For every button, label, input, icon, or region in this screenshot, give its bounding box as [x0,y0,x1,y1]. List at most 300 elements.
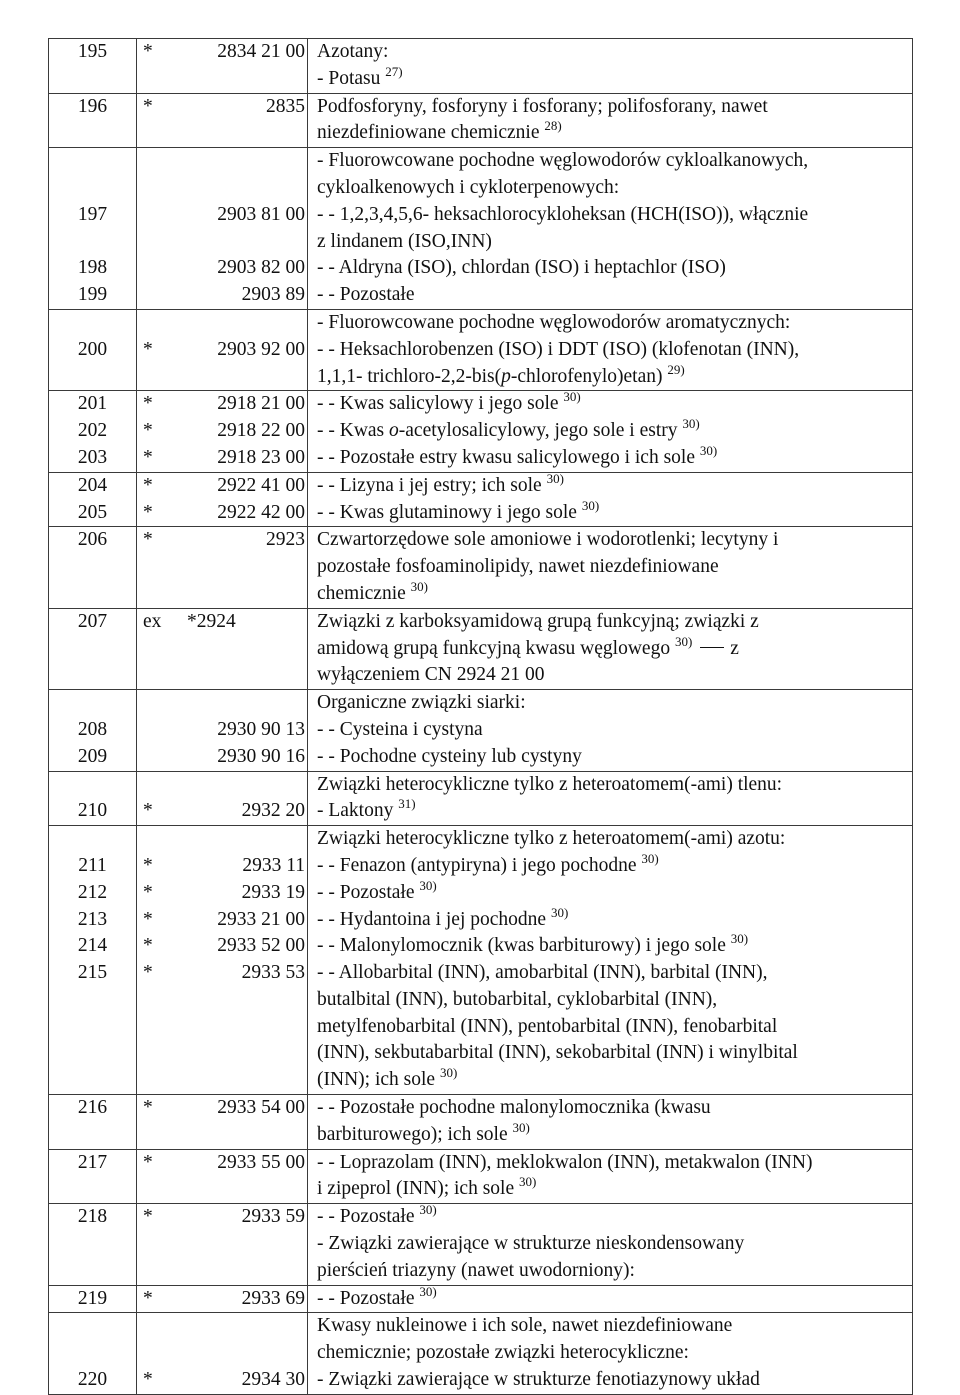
cn-code-cell [137,93,308,148]
code-asterisk: * [143,1369,153,1391]
table-row [49,1313,913,1394]
cn-code-line [143,772,307,799]
description-text: pozostałe fosfoaminolipidy, nawet niezdefiniowane [317,556,719,578]
description-text: chemicznie [317,582,411,604]
table-row [49,690,913,771]
cn-code-line [143,175,307,202]
description-text: Związki z karboksyamidową grupą funkcyjną; związki z [317,610,759,632]
description-line [317,337,908,364]
description-line [317,1340,908,1367]
table-row [49,148,913,310]
table-row [49,1204,913,1285]
code-asterisk: * [143,474,153,496]
cn-code-line [143,418,307,445]
cn-code-cell [137,771,308,826]
description-text: - - Pozostałe estry kwasu salicylowego i ich sole [317,446,700,468]
cn-code: 2923 [266,529,305,551]
entry-number: 196 [77,95,108,117]
description-text: pierścień triazyny (nawet uwodorniony): [317,1259,635,1281]
cn-code-line [143,66,307,93]
tariff-table [48,38,913,1395]
entry-number: 200 [77,338,108,360]
description-text: Podfosforyny, fosforyny i fosforany; polifosforany, nawet [317,95,768,117]
description-line [317,1313,908,1340]
description-line [317,960,908,987]
description-cell [308,1149,913,1204]
entry-number [49,148,136,175]
description-cell [308,391,913,472]
entry-number [49,1040,136,1067]
cn-code-line [143,527,307,554]
cn-code-cell [137,527,308,608]
footnote-ref: 30) [699,442,718,458]
code-asterisk: * [143,446,153,468]
description-text: -chlorofenylo)etan) [510,365,668,387]
description-line [317,229,908,256]
entry-number [49,1176,136,1203]
cn-code: 2835 [266,95,305,117]
entry-number: 201 [77,393,108,415]
table-body [49,39,913,1395]
description-text: - Związki zawierające w strukturze nieskondensowany [317,1233,745,1255]
cn-code-line [143,1122,307,1149]
entry-number: 217 [77,1151,108,1173]
description-line [317,310,908,337]
entry-number-cell [49,527,137,608]
cn-code-cell [137,690,308,771]
description-line [317,662,908,689]
cn-code-line [143,907,307,934]
entry-number-cell [49,1313,137,1394]
description-text: (INN); ich sole [317,1069,440,1091]
cn-code: 2932 20 [241,800,305,822]
entry-number [49,826,136,853]
entry-number-cell [49,1095,137,1150]
description-cell [308,826,913,1095]
description-line [317,850,908,880]
cn-code: 2933 59 [241,1206,305,1228]
description-line [317,877,908,907]
cn-code-line [143,1095,307,1122]
cn-code-line [143,310,307,337]
cn-code-line [143,364,307,391]
entry-number: 203 [77,446,108,468]
cn-code-line [143,609,307,636]
entry-number: 212 [77,881,108,903]
description-cell [308,1285,913,1313]
footnote-ref: 30) [546,470,564,486]
cn-code-cell [137,608,308,689]
cn-code-line [143,94,307,121]
description-cell [308,690,913,771]
cn-code: 2933 11 [242,854,305,876]
entry-number: 218 [77,1206,108,1228]
description-text: z [730,637,739,659]
entry-number-cell [49,771,137,826]
cn-code-line [143,933,307,960]
entry-number-cell [49,148,137,310]
entry-number [49,310,136,337]
cn-code: 2922 41 00 [217,474,305,496]
table-row [49,391,913,472]
table-row [49,472,913,527]
entry-number: 195 [77,41,108,62]
entry-number [49,1258,136,1285]
entry-number [49,662,136,689]
entry-number [49,554,136,581]
entry-number [49,364,136,391]
italic-text: p [501,365,511,387]
cn-code: 2933 19 [241,881,305,903]
description-line [317,39,908,66]
description-line [317,470,908,500]
cn-code-line [143,1231,307,1258]
description-text: barbiturowego); ich sole [317,1123,513,1145]
cn-code-line [143,148,307,175]
cn-code-line [143,744,307,771]
description-text: - - Heksachlorobenzen (ISO) i DDT (ISO) (klofenotan (INN), [317,338,800,360]
description-line [317,609,908,636]
entry-number [49,1014,136,1041]
description-cell [308,39,913,94]
description-line [317,1040,908,1067]
code-asterisk: * [143,95,153,117]
description-text: - - Malonylomocznik (kwas barbiturowy) i jego sole [317,935,731,957]
description-text: - - Pozostałe [317,1287,420,1309]
cn-code-line [143,798,307,825]
table-row [49,309,913,390]
entry-number: 219 [77,1287,108,1309]
cn-code: 2930 90 13 [217,718,305,740]
description-line [317,1119,908,1149]
entry-number: 199 [77,284,108,306]
cn-code-cell [137,472,308,527]
footnote-ref: 31) [398,796,416,812]
cn-code-line [143,337,307,364]
cn-code-line [143,960,307,987]
description-text: Związki heterocykliczne tylko z heteroatomem(-ami) tlenu: [317,773,783,795]
description-text: amidową grupą funkcyjną kwasu węglowego [317,637,675,659]
code-asterisk: * [143,908,153,930]
description-cell [308,771,913,826]
entry-number [49,120,136,147]
code-asterisk: * [143,529,153,551]
cn-code-line [143,1286,307,1313]
cn-code-line [143,1204,307,1231]
entry-number: 215 [77,962,108,984]
cn-code-line [143,853,307,880]
description-text: cykloalkenowych i cykloterpenowych: [317,176,620,198]
cn-code: 2933 55 00 [217,1151,305,1173]
description-text: chemicznie; pozostałe związki heterocykliczne: [317,1342,689,1364]
description-text: Kwasy nukleinowe i ich sole, nawet niezdefiniowane [317,1315,733,1337]
description-line [317,1014,908,1041]
cn-code: 2918 21 00 [217,393,305,415]
italic-text: o [389,420,399,442]
description-text: - Fluorowcowane pochodne węglowodorów cykloalkanowych, [317,150,809,172]
entry-number-cell [49,1285,137,1313]
entry-number: 197 [77,203,108,225]
cn-code-line [143,202,307,229]
footnote-ref: 30) [563,389,581,405]
description-cell [308,309,913,390]
description-text: - - Loprazolam (INN), meklokwalon (INN), metakwalon (INN) [317,1151,813,1173]
table-row [49,39,913,94]
code-asterisk: * [143,1151,153,1173]
entry-number-cell [49,1204,137,1285]
description-line [317,391,908,418]
cn-code-line [143,581,307,608]
description-line [317,933,908,960]
description-line [317,1258,908,1285]
cn-code: 2903 89 [241,284,305,306]
entry-number: 210 [77,800,108,822]
cn-code-line [143,880,307,907]
ex-marker: ex [143,610,162,632]
footnote-ref: 30) [512,1119,530,1135]
description-text: - - Cysteina i cystyna [317,718,483,740]
cn-code-line [143,636,307,663]
description-line [317,63,908,93]
description-line [317,418,908,445]
cn-code-line [143,445,307,472]
entry-number [49,772,136,799]
footnote-ref: 30) [419,1202,437,1218]
code-asterisk: * [187,610,197,632]
footnote-ref: 27) [385,63,403,79]
cn-code-line [143,554,307,581]
description-text: Azotany: [317,41,389,62]
description-line [317,1367,908,1394]
code-asterisk: * [143,881,153,903]
description-line [317,255,908,282]
description-text: niezdefiniowane chemicznie [317,122,545,144]
description-text: - - Lizyna i jej estry; ich sole [317,474,547,496]
cn-code: 2918 23 00 [217,446,305,468]
table-row [49,93,913,148]
description-line [317,1095,908,1122]
cn-code-line [143,1367,307,1394]
cn-code-line [143,1313,307,1340]
entry-number [49,66,136,93]
entry-number [49,1122,136,1149]
table-row [49,1285,913,1313]
code-asterisk: * [143,41,153,62]
entry-number-cell [49,39,137,94]
entry-number [49,636,136,663]
cn-code-line [143,1067,307,1094]
description-text: - - Pozostałe pochodne malonylomocznika (kwasu [317,1097,711,1119]
table-row [49,527,913,608]
footnote-ref: 30) [518,1174,537,1190]
entry-number [49,987,136,1014]
entry-number: 209 [77,745,108,767]
code-asterisk: * [143,962,153,984]
description-text: - Laktony [317,800,399,822]
cn-code: 2934 30 [241,1369,305,1391]
description-line [317,1150,908,1177]
cn-code-line [143,39,307,66]
cn-code-line [143,1258,307,1285]
description-cell [308,93,913,148]
description-text: - Fluorowcowane pochodne węglowodorów aromatycznych: [317,311,791,333]
entry-number: 206 [77,529,108,551]
description-text: i zipeprol (INN); ich sole [317,1178,519,1200]
description-text: - - 1,2,3,4,5,6- heksachlorocykloheksan (HCH(ISO)), włącznie [317,203,809,225]
entry-number: 205 [77,501,108,523]
description-text: - Potasu [317,67,386,89]
description-line [317,904,908,934]
entry-number: 213 [77,908,108,930]
description-line [317,826,908,853]
cn-code-line [143,1340,307,1367]
description-text: - - Kwas salicylowy i jego sole [317,393,564,415]
description-text: metylfenobarbital (INN), pentobarbital (INN), fenobarbital [317,1015,778,1037]
entry-number: 198 [77,257,108,279]
cn-code: 2903 81 00 [217,203,305,225]
description-line [317,798,908,825]
table-row [49,608,913,689]
cn-code-line [143,500,307,527]
entry-number-cell [49,309,137,390]
description-line [317,442,908,472]
description-line [317,1067,908,1094]
entry-number-cell [49,391,137,472]
description-line [317,1204,908,1231]
description-cell [308,527,913,608]
entry-number-cell [49,826,137,1095]
footnote-ref: 28) [544,118,562,134]
cn-code-line [143,473,307,500]
description-line [317,202,908,229]
entry-number: 214 [77,935,108,957]
entry-number: 216 [77,1097,108,1119]
entry-number-cell [49,472,137,527]
cn-code: 2834 21 00 [217,41,305,62]
description-line [317,1231,908,1258]
cn-code-line [143,255,307,282]
cn-code: 2933 54 00 [217,1097,305,1119]
table-row [49,826,913,1095]
description-text: - - Kwas [317,420,390,442]
code-asterisk: * [143,1097,153,1119]
footnote-ref: 30) [419,1283,437,1299]
description-text: - - Pozostałe [317,881,420,903]
description-line [317,148,908,175]
description-line [317,527,908,554]
description-line [317,1283,908,1313]
entry-number [49,1231,136,1258]
description-line [317,578,908,608]
table-row [49,1149,913,1204]
cn-code: 2903 82 00 [217,257,305,279]
description-cell [308,1095,913,1150]
description-text: - - Fenazon (antypiryna) i jego pochodne [317,854,642,876]
code-asterisk: * [143,338,153,360]
code-asterisk: * [143,800,153,822]
cn-code-line [143,1176,307,1203]
code-asterisk: * [143,420,153,442]
entry-number: 202 [77,420,108,442]
description-cell [308,148,913,310]
description-text: wyłączeniem CN 2924 21 00 [317,664,545,686]
code-asterisk: * [143,935,153,957]
footnote-ref: 30) [410,578,428,594]
entry-number [49,1340,136,1367]
cn-code-cell [137,1313,308,1394]
table-row [49,1095,913,1150]
description-line [317,690,908,717]
description-line [317,175,908,202]
description-line [317,554,908,581]
entry-number [49,1067,136,1094]
footnote-ref: 30) [581,497,600,513]
code-asterisk: * [143,393,153,415]
description-text: butalbital (INN), butobarbital, cyklobarbital (INN), [317,988,718,1010]
description-text: - Związki zawierające w strukturze fenotiazynowy układ [317,1369,760,1391]
footnote-ref: 30) [550,904,569,920]
cn-code-line [143,717,307,744]
cn-code-line [143,282,307,309]
description-text: z lindanem (ISO,INN) [317,230,492,252]
description-cell [308,1204,913,1285]
description-line [317,361,908,391]
description-text: Organiczne związki siarki: [317,692,526,714]
table-row [49,771,913,826]
description-line [317,633,908,663]
description-text: - - Kwas glutaminowy i jego sole [317,501,582,523]
description-text: - - Pochodne cysteiny lub cystyny [317,745,582,767]
description-line [317,282,908,309]
entry-number-cell [49,690,137,771]
entry-number-cell [49,608,137,689]
cn-code-cell [137,1204,308,1285]
cn-code-line [143,1014,307,1041]
cn-code-cell [137,148,308,310]
description-line [317,717,908,744]
strike-line [700,647,724,648]
cn-code-cell [137,826,308,1095]
description-cell [308,1313,913,1394]
cn-code-line [143,826,307,853]
description-line [317,744,908,771]
description-text: -acetylosalicylowy, jego sole i estry [398,420,683,442]
cn-code: 2933 21 00 [217,908,305,930]
cn-code-cell [137,1149,308,1204]
description-text: Czwartorzędowe sole amoniowe i wodorotlenki; lecytyny i [317,529,779,551]
cn-code-cell [137,39,308,94]
description-cell [308,472,913,527]
cn-code-line [143,391,307,418]
entry-number: 220 [77,1369,108,1391]
footnote-ref: 29) [667,361,685,377]
footnote-ref: 30) [682,416,700,432]
footnote-ref: 30) [674,633,693,649]
entry-number-cell [49,93,137,148]
description-line [317,497,908,527]
cn-code-line [143,229,307,256]
description-text: - - Pozostałe [317,284,415,306]
cn-code-cell [137,309,308,390]
cn-code-cell [137,1285,308,1313]
cn-code: 2903 92 00 [217,338,305,360]
cn-code: 2933 52 00 [217,935,305,957]
description-text: - - Aldryna (ISO), chlordan (ISO) i heptachlor (ISO) [317,257,726,279]
cn-code-line [143,120,307,147]
description-text: 1,1,1- trichloro-2,2-bis( [317,365,502,387]
entry-number: 207 [77,610,108,632]
description-cell [308,608,913,689]
